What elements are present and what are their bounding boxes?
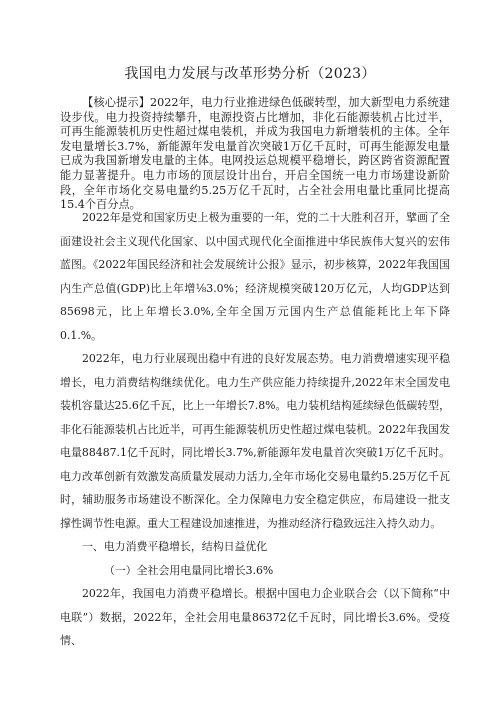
document-body (60, 206, 450, 653)
section-heading: 一、电力消费平稳增长，结构日益优化 (82, 540, 268, 553)
document-title: 我国电力发展与改革形势分析（2023） (124, 66, 376, 82)
subsection-heading: （一）全社会用电量同比增长3.6% (104, 563, 274, 577)
paragraph-intro: 2022年是党和国家历史上极为重要的一年，党的二十大胜利召开，擘画了全面建设社会主义现代化国家、以中国式现代化全面推进中华民族伟大复兴的宏伟蓝图。《2022年国民经济和社会发展统计公报》显示，初步核算，2022年我国国内生产总值(GDP)比上年增⅛3.0%；经济规模突破120万亿元，人均GDP达到85698元，比上年增长3.0%,全年全国万元国内生产总值能耗比上年下降0.1.%。 (60, 211, 450, 342)
paragraph-overview: 2022年，电力行业展现出稳中有进的良好发展态势。电力消费增速实现平稳增长，电力消费结构继续优化。电力生产供应能力持续提升,2022年末全国发电装机容量达25.6亿千瓦，比上一年增长7.8%。电力装机结构延续绿色低碳转型，非化石能源装机占比近半，可再生能源装机历史性超过煤电装机。2022年我国发电量88487.1亿千瓦时，同比增长3.7%,新能源年发电量首次突破1万亿千瓦时。电力改革创新有效激发高质量发展动力活力,全年市场化交易电量约5.25万亿千瓦时，辅助服务市场建设不断深化。全力保障电力安全稳定供应，布局建设一批支撑性调节性电源。重大工程建设加速推进，为推动经济行稳致远注入持久动力。 (60, 352, 450, 530)
core-summary-text: 【核心提示】2022年，电力行业推进绿色低碳转型，加大新型电力系统建设步伐。电力投资持续攀升，电源投资占比增加，非化石能源装机占比过半，可再生能源装机历史性超过煤电装机，并成为我国电力新增装机的主体。全年发电量增长3.7%，新能源年发电量首次突破1万亿千瓦时，可再生能源发电量已成为我国新增发电量的主体。电网投运总规模平稳增长，跨区跨省资源配置能力显著提升。电力市场的顶层设计出台，开启全国统一电力市场建设新阶段，全年市场化交易电量约5.25万亿千瓦时，占全社会用电量比重同比提高15.4个百分点。 (60, 96, 450, 212)
paragraph-consumption: 2022年，我国电力消费平稳增长。根据中国电力企业联合会（以下简称“中电联”）数据，2022年，全社会用电量86372亿千瓦时，同比增长3.6%。受疫情、 (60, 587, 450, 647)
core-summary (60, 96, 450, 213)
